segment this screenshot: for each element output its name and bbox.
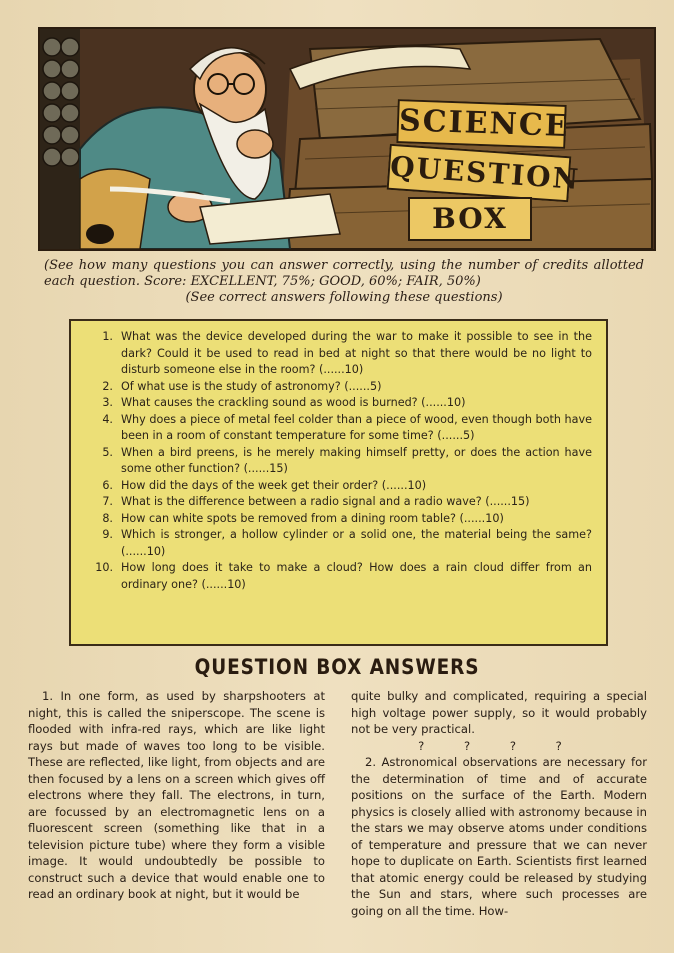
question-text: What is the difference between a radio signal and a radio wave? (......15) — [121, 495, 530, 508]
answers-heading: QUESTION BOX ANSWERS — [194, 655, 480, 679]
question-text: What was the device developed during the war to make it possible to see in the dark? Could it be used to read in bed at night so that there would be no light to disturb someone else in the room? (......10) — [121, 330, 592, 376]
title-word-question: QUESTION — [387, 144, 572, 203]
answer-2: 2. Astronomical observations are necessary for the determination of time and of accurate positions on the surface of the Earth. Modern physics is closely allied with astronomy because in the stars we may observe atoms under conditions of temperature and pressure that we can never hope to duplicate on Earth. Scientists first learned that atomic energy could be released by studying the Sun and stars, where such processes are going on all the time. How- — [351, 755, 647, 918]
question-item — [81, 379, 592, 396]
question-item — [81, 494, 592, 511]
question-number: 1. — [102, 330, 113, 343]
question-item — [81, 560, 592, 593]
question-text: How long does it take to make a cloud? How does a rain cloud differ from an ordinary one? (......10) — [121, 561, 592, 591]
answers-column-right — [351, 688, 647, 919]
question-number: 3. — [102, 396, 113, 409]
question-number: 2. — [102, 379, 113, 393]
question-item — [81, 412, 592, 445]
question-item — [81, 329, 592, 379]
question-item — [81, 527, 592, 560]
question-number: 6. — [102, 478, 113, 492]
title-word-box: BOX — [408, 197, 532, 241]
answers-note: (See correct answers following these questions) — [185, 290, 503, 305]
answer-separator: ? ? ? ? — [418, 738, 580, 753]
question-item — [81, 478, 592, 495]
question-number: 10. — [95, 561, 113, 574]
question-text: How did the days of the week get their order? (......10) — [121, 478, 427, 492]
question-number: 5. — [102, 445, 113, 459]
question-number: 4. — [102, 412, 113, 426]
question-text: How can white spots be removed from a dining room table? (......10) — [121, 511, 504, 525]
question-text: When a bird preens, is he merely making himself pretty, or does the action have some other function? (......15) — [121, 445, 592, 475]
question-text: Of what use is the study of astronomy? (......5) — [121, 379, 382, 393]
scoring-instructions: (See how many questions you can answer correctly, using the number of credits allotted each question. Score: EXCELLENT, 75%; GOOD, 60%; FAIR, 50%) — [44, 258, 644, 289]
question-item — [81, 445, 592, 478]
questions-box — [69, 319, 608, 646]
banner-illustration — [38, 27, 656, 251]
answer-1: 1. In one form, as used by sharpshooters at night, this is called the sniperscope. The scene is flooded with infra-red rays, which are like light rays but made of waves too long to be visible. These are reflected, like light, from objects and are then focused by a lens on a screen which gives off electrons where they fall. The electrons, in turn, are focussed by an electromagnetic lens on a fluorescent screen (something like that in a television picture tube) where they form a visible image. It would undoubtedly be possible to construct such a device that would enable one to read an ordinary book at night, but it would be — [28, 689, 325, 901]
question-item — [81, 511, 592, 528]
instructions — [44, 258, 644, 306]
answers-column-left — [28, 688, 325, 903]
question-text: Which is stronger, a hollow cylinder or a solid one, the material being the same? (......10) — [121, 528, 592, 558]
title-word-science: SCIENCE — [396, 99, 566, 149]
question-text: Why does a piece of metal feel colder than a piece of wood, even though both have been in a room of constant temperature for some time? (......5) — [121, 412, 592, 442]
question-number: 9. — [102, 528, 113, 541]
question-text: What causes the crackling sound as wood is burned? (......10) — [121, 396, 466, 409]
question-item — [81, 395, 592, 412]
answer-1-continued: quite bulky and complicated, requiring a special high voltage power supply, so it would probably not be very practical. — [351, 689, 647, 736]
question-number: 8. — [102, 511, 113, 525]
question-number: 7. — [102, 495, 113, 508]
